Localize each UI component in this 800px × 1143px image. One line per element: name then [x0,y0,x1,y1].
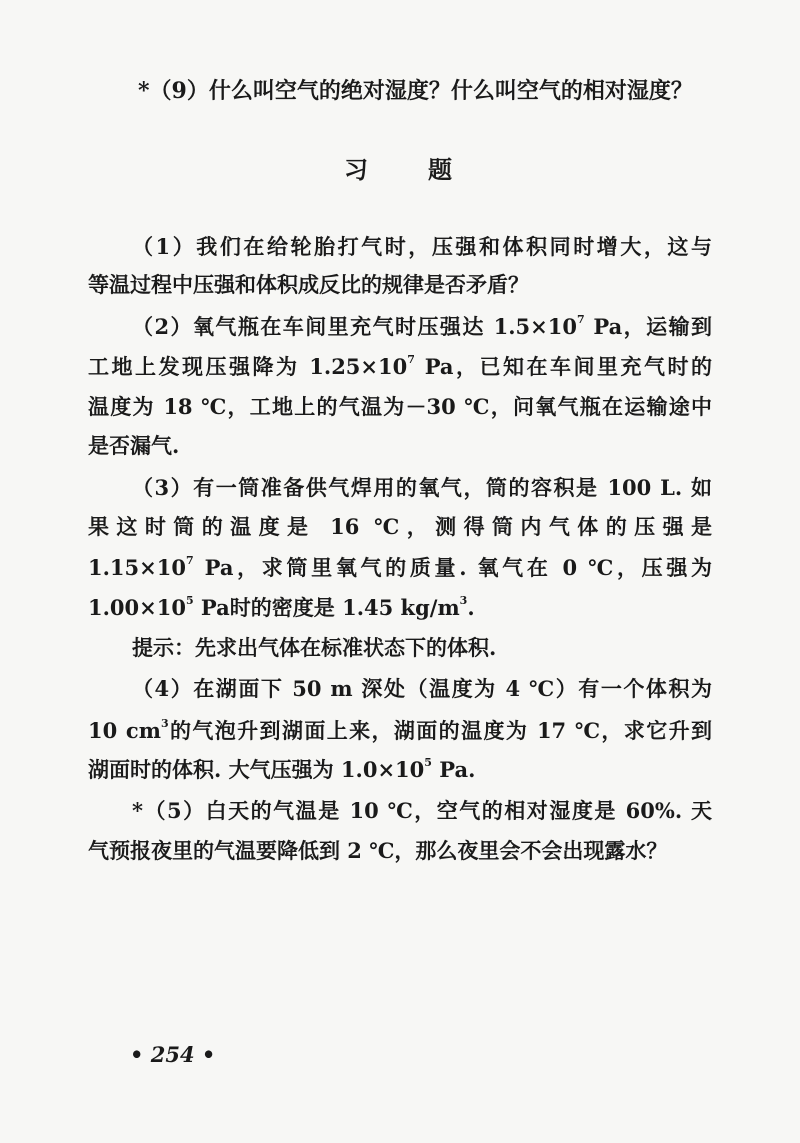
superscript-exponent: 5 [424,756,432,769]
line-text: *（5）白天的气温是 10 ℃，空气的相对湿度是 60%. 天 [132,798,712,823]
exercise-line [88,353,712,381]
line-text: 的气泡升到湖面上来，湖面的温度为 17 ℃，求它升到 [168,718,712,743]
line-text: （4）在湖面下 50 m 深处（温度为 4 ℃）有一个体积为 [132,676,712,701]
exercise-line [132,634,712,662]
line-text: 提示：先求出气体在标准状态下的体积. [132,635,497,660]
line-text: （1）我们在给轮胎打气时，压强和体积同时增大，这与 [132,234,712,259]
exercise-line [88,432,712,460]
page-number: • 254 • [130,1042,216,1067]
line-text: Pa，求筒里氧气的质量. 氧气在 0 ℃，压强为 [193,555,712,580]
line-text: 工地上发现压强降为 1.25×10 [88,354,408,379]
exercise-line [88,594,712,622]
exercise-line [132,675,712,703]
line-text: 等温过程中压强和体积成反比的规律是否矛盾？ [88,272,529,297]
line-text: Pa时的密度是 1.45 kg/m [193,595,460,620]
superscript-exponent: 7 [185,554,194,567]
exercise-line [132,797,712,825]
line-text: 是否漏气. [88,433,180,458]
exercise-line [132,233,712,261]
exercise-line [132,313,712,341]
exercise-line [88,393,712,421]
exercise-line [88,554,712,582]
exercise-line [88,717,712,745]
superscript-exponent: 7 [407,353,415,366]
line-text: 1.00×10 [88,595,186,620]
line-text: 气预报夜里的气温要降低到 2 ℃，那么夜里会不会出现露水？ [88,838,668,863]
exercise-line [132,474,712,502]
line-text: 1.15×10 [88,555,186,580]
superscript-exponent: 3 [459,594,468,607]
line-text: Pa，运输到 [584,314,712,339]
line-text: 湖面时的体积. 大气压强为 1.0×10 [88,757,425,782]
section-heading-exercises: 习 题 [344,155,456,184]
superscript-exponent: 7 [576,313,585,326]
line-text: Pa. [431,757,476,782]
line-text: . [467,595,475,620]
exercise-line [88,513,712,541]
exercise-line [88,271,712,299]
line-text: 温度为 18 ℃，工地上的气温为－30 ℃，问氧气瓶在运输途中 [88,394,712,419]
line-text: （2）氧气瓶在车间里充气时压强达 1.5×10 [132,314,577,339]
line-text: Pa，已知在车间里充气时的 [414,354,712,379]
superscript-exponent: 5 [185,594,194,607]
superscript-exponent: 3 [160,717,169,730]
exercise-line [88,756,712,784]
line-text: （3）有一筒准备供气焊用的氧气，筒的容积是 100 L. 如 [132,475,712,500]
line-text: 果这时筒的温度是 16 ℃，测得筒内气体的压强是 [88,514,712,539]
line-text: 10 cm [88,718,161,743]
exercise-line [88,837,712,865]
review-question-9: *（9）什么叫空气的绝对湿度？什么叫空气的相对湿度？ [138,78,693,104]
